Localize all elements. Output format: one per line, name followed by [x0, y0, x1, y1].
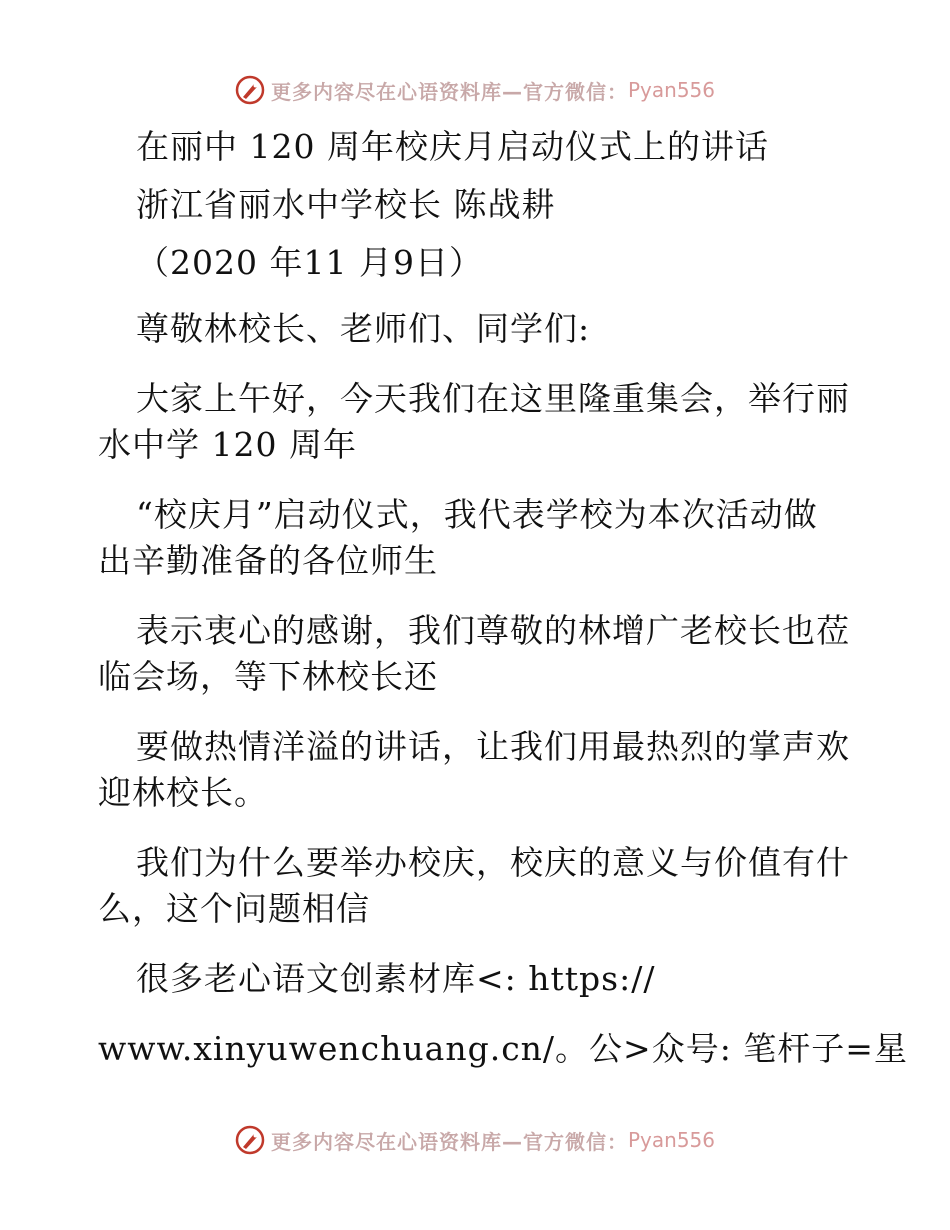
speaker-line: 浙江省丽水中学校长 陈战耕 — [136, 185, 556, 224]
watermark-text: 更多内容尽在心语资料库—官方微信： — [270, 79, 628, 104]
paragraph-5-line-2: 么，这个问题相信 — [98, 889, 370, 928]
pen-nib-logo-icon — [235, 75, 265, 105]
watermark-id: Pyan556 — [627, 78, 715, 102]
salutation: 尊敬林校长、老师们、同学们: — [136, 309, 591, 348]
paragraph-1-line-2: 水中学 120 周年 — [98, 425, 357, 464]
date-line: （2020 年11 月9日） — [136, 243, 483, 282]
pen-nib-logo-icon — [235, 1125, 265, 1155]
speech-title: 在丽中 120 周年校庆月启动仪式上的讲话 — [136, 127, 769, 166]
watermark-id: Pyan556 — [627, 1128, 715, 1152]
watermark-text: 更多内容尽在心语资料库—官方微信： — [270, 1129, 628, 1154]
paragraph-2-line-1: “校庆月”启动仪式，我代表学校为本次活动做 — [136, 495, 818, 534]
watermark-footer — [0, 1120, 950, 1160]
watermark-header — [0, 70, 950, 110]
paragraph-3-line-1: 表示衷心的感谢，我们尊敬的林增广老校长也莅 — [136, 611, 850, 650]
document-body — [98, 124, 908, 1072]
paragraph-5-line-1: 我们为什么要举办校庆，校庆的意义与价值有什 — [136, 843, 850, 882]
paragraph-6-line-1: 很多老心语文创素材库<: https:// — [136, 959, 656, 998]
paragraph-4-line-1: 要做热情洋溢的讲话，让我们用最热烈的掌声欢 — [136, 727, 850, 766]
paragraph-1-line-1: 大家上午好，今天我们在这里隆重集会，举行丽 — [136, 379, 850, 418]
paragraph-6-line-2: www.xinyuwenchuang.cn/。公>众号: 笔杆子=星 — [98, 1029, 908, 1068]
paragraph-4-line-2: 迎林校长。 — [98, 773, 268, 812]
paragraph-2-line-2: 出辛勤准备的各位师生 — [98, 541, 438, 580]
paragraph-3-line-2: 临会场，等下林校长还 — [98, 657, 438, 696]
